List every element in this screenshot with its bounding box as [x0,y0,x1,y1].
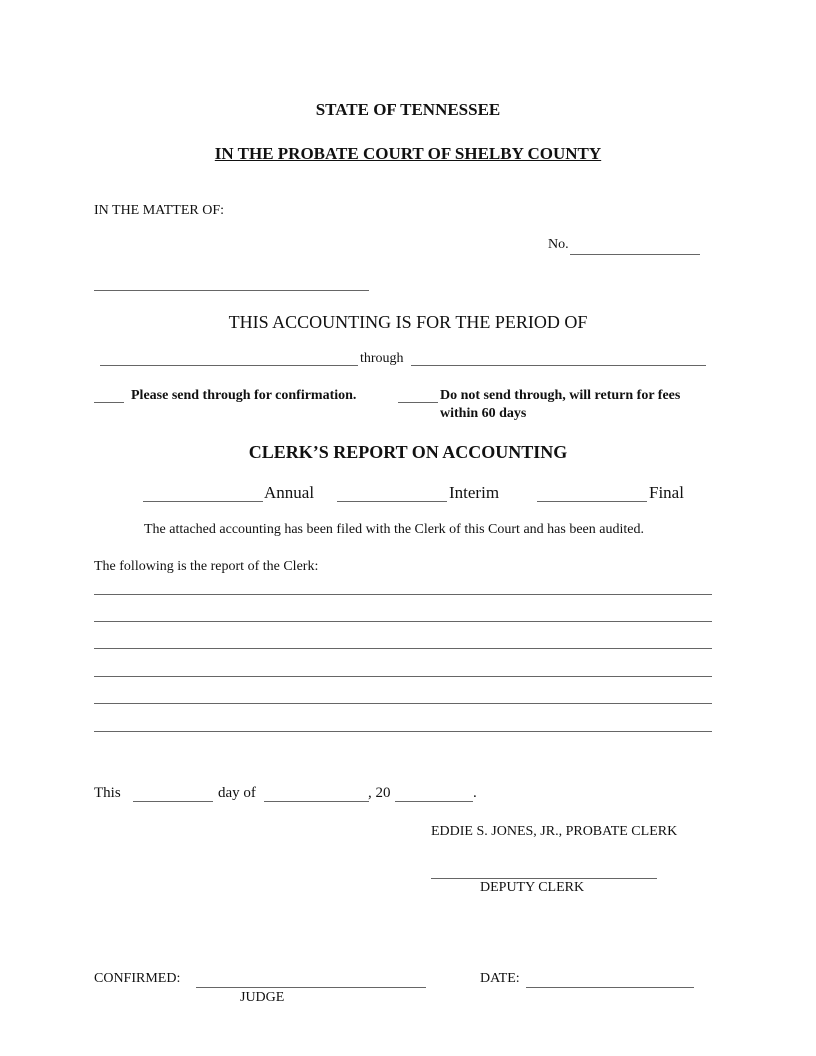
report-intro: The following is the report of the Clerk: [94,559,319,574]
period-to-field[interactable] [411,365,706,366]
clerk-name: EDDIE S. JONES, JR., PROBATE CLERK [431,824,678,839]
matter-name-field[interactable] [94,290,369,291]
case-number-field[interactable] [570,254,700,255]
year-field[interactable] [395,801,473,802]
day-of-label: day of [218,785,256,801]
annual-field[interactable] [143,501,263,502]
send-option-label: Please send through for confirmation. [131,388,357,403]
judge-signature-line[interactable] [196,987,426,988]
no-send-option-label-2: within 60 days [440,406,527,421]
final-field[interactable] [537,501,647,502]
report-line[interactable] [94,621,712,622]
date-field[interactable] [526,987,694,988]
annual-label: Annual [264,483,315,502]
report-line[interactable] [94,731,712,732]
report-title: CLERK’S REPORT ON ACCOUNTING [248,442,568,462]
report-line[interactable] [94,703,712,704]
report-line[interactable] [94,594,712,595]
period-from-field[interactable] [100,365,358,366]
audited-statement: The attached accounting has been filed with the Clerk of this Court and has been audited. [144,522,644,537]
period-title: THIS ACCOUNTING IS FOR THE PERIOD OF [228,312,588,332]
year-prefix: , 20 [368,785,391,801]
send-checkbox-line[interactable] [94,402,124,403]
interim-field[interactable] [337,501,447,502]
number-label: No. [548,237,569,252]
no-send-option-label: Do not send through, will return for fees [440,388,681,403]
state-heading: STATE OF TENNESSEE [315,100,501,119]
date-label: DATE: [480,971,520,986]
this-label: This [94,785,121,801]
court-heading: IN THE PROBATE COURT OF SHELBY COUNTY [214,144,602,163]
final-label: Final [649,483,684,502]
report-line[interactable] [94,648,712,649]
confirmed-label: CONFIRMED: [94,971,181,986]
no-send-checkbox-line[interactable] [398,402,438,403]
date-period: . [473,785,477,801]
judge-label: JUDGE [240,990,285,1005]
deputy-signature-line[interactable] [431,878,657,879]
through-label: through [360,351,404,366]
day-field[interactable] [133,801,213,802]
month-field[interactable] [264,801,369,802]
deputy-label: DEPUTY CLERK [480,880,585,895]
report-line[interactable] [94,676,712,677]
interim-label: Interim [449,483,500,502]
matter-label: IN THE MATTER OF: [94,203,225,218]
